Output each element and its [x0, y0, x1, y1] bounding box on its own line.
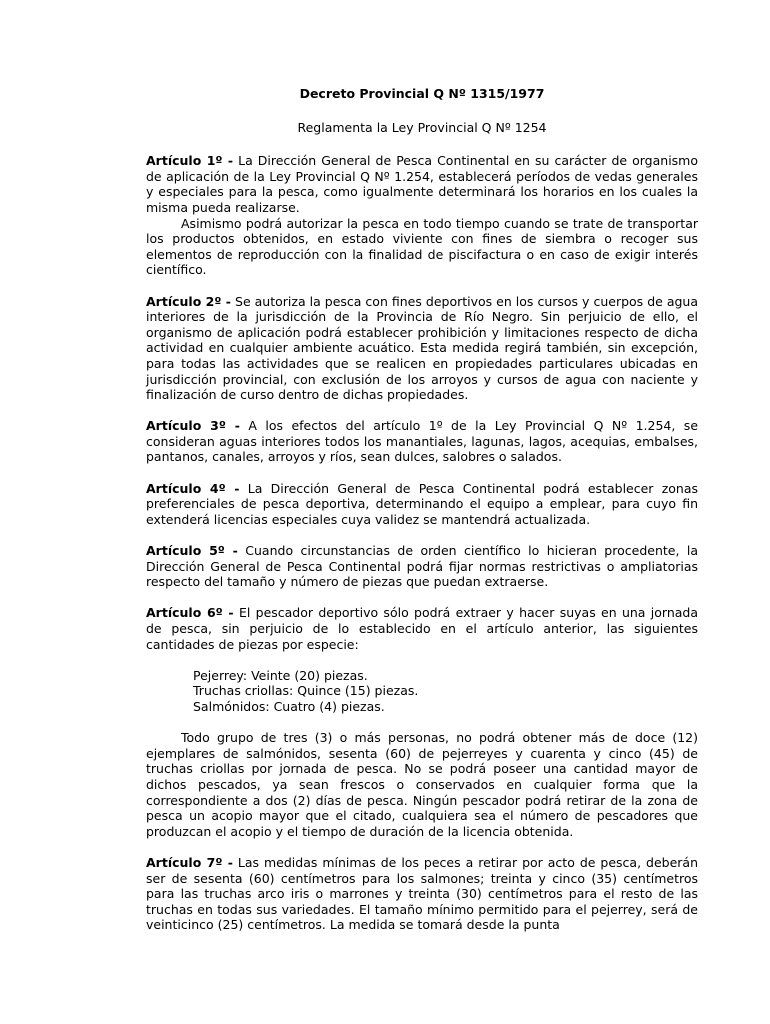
article-text: El pescador deportivo sólo podrá extraer y hacer suyas en una jornada de pesca, sin perjuicio de lo establecido en el artículo anterior, las siguientes cantidades de piezas por especie:	[146, 605, 699, 652]
article-7	[146, 855, 698, 933]
article-paragraph	[146, 418, 698, 465]
article-3	[146, 418, 698, 465]
article-label: Artículo 5º -	[146, 543, 238, 559]
article-paragraph	[146, 605, 698, 652]
article-paragraph	[146, 543, 698, 590]
article-continuation: Todo grupo de tres (3) o más personas, no podrá obtener más de doce (12) ejemplares de salmónidos, sesenta (60) de pejerreyes y cuarenta y cinco (45) de truchas criollas por jornada de pesca. No se podrá poseer una cantidad mayor de dichos pescados, ya sean frescos o conservados en cualquier forma que la correspondiente a dos (2) días de pesca. Ningún pescador podrá retirar de la zona de pesca un acopio mayor que el citado, cualquiera sea el número de pescadores que produzcan el acopio y el tiempo de duración de la licencia obtenida.	[146, 730, 698, 839]
article-2	[146, 294, 698, 403]
article-6-continuation	[146, 730, 698, 839]
article-label: Artículo 3º -	[146, 418, 240, 434]
list-item: Salmónidos: Cuatro (4) piezas.	[193, 698, 385, 714]
list-item: Truchas criollas: Quince (15) piezas.	[193, 683, 419, 699]
article-6	[146, 605, 698, 652]
article-label: Artículo 7º -	[146, 854, 233, 870]
article-label: Artículo 6º -	[146, 605, 234, 621]
document-body	[146, 86, 698, 948]
article-text: La Dirección General de Pesca Continental en su carácter de organismo de aplicación de la Ley Provincial Q Nº 1.254, establecerá períodos de vedas generales y especiales para la pesca, como igualmente determinará los horarios en los cuales la misma pueda realizarse.	[146, 153, 699, 215]
article-5	[146, 543, 698, 590]
species-quota-list	[193, 668, 698, 715]
article-text: Se autoriza la pesca con fines deportivos en los cursos y cuerpos de agua interiores de la jurisdicción de la Provincia de Río Negro. Sin perjuicio de ello, el organismo de aplicación podrá establecer prohibición y limitaciones respecto de dicha actividad en cualquier ambiente acuático. Esta medida regirá también, sin excepción, para todas las actividades que se realicen en propiedades particulares ubicadas en jurisdicción provincial, con exclusión de los arroyos y cursos de agua con naciente y finalización de curso dentro de dichas propiedades.	[146, 293, 699, 403]
article-paragraph	[146, 294, 698, 403]
document-subtitle: Reglamenta la Ley Provincial Q Nº 1254	[297, 119, 547, 135]
article-paragraph	[146, 481, 698, 528]
list-item: Pejerrey: Veinte (20) piezas.	[193, 667, 368, 683]
article-1	[146, 153, 698, 278]
article-paragraph	[146, 855, 698, 933]
article-label: Artículo 1º -	[146, 153, 234, 169]
article-text: Las medidas mínimas de los peces a retirar por acto de pesca, deberán ser de sesenta (60) centímetros para los salmones; treinta y cinco (35) centímetros para las truchas arco iris o marrones y treinta (30) centímetros para el resto de las truchas en todas sus variedades. El tamaño mínimo permitido para el pejerrey, será de veinticinco (25) centímetros. La medida se tomará desde la punta	[146, 854, 699, 933]
article-label: Artículo 2º -	[146, 293, 231, 309]
article-label: Artículo 4º -	[146, 480, 240, 496]
article-4	[146, 481, 698, 528]
article-text: A los efectos del artículo 1º de la Ley Provincial Q Nº 1.254, se consideran aguas interiores todos los manantiales, lagunas, lagos, acequias, embalses, pantanos, canales, arroyos y ríos, sean dulces, salobres o salados.	[146, 418, 699, 465]
document-title: Decreto Provincial Q Nº 1315/1977	[299, 86, 545, 101]
article-paragraph	[146, 153, 698, 215]
article-text: Cuando circunstancias de orden científico lo hicieran procedente, la Dirección General de Pesca Continental podrá fijar normas restrictivas o ampliatorias respecto del tamaño y número de piezas que puedan extraerse.	[146, 543, 698, 590]
article-text: La Dirección General de Pesca Continental podrá establecer zonas preferenciales de pesca deportiva, determinando el equipo a emplear, para cuyo fin extenderá licencias especiales cuya validez se mantendrá actualizada.	[146, 480, 698, 527]
article-continuation: Asimismo podrá autorizar la pesca en todo tiempo cuando se trate de transportar los productos obtenidos, en estado viviente con fines de siembra o recoger sus elementos de reproducción con la finalidad de piscifactura o en caso de exigir interés científico.	[146, 215, 698, 278]
